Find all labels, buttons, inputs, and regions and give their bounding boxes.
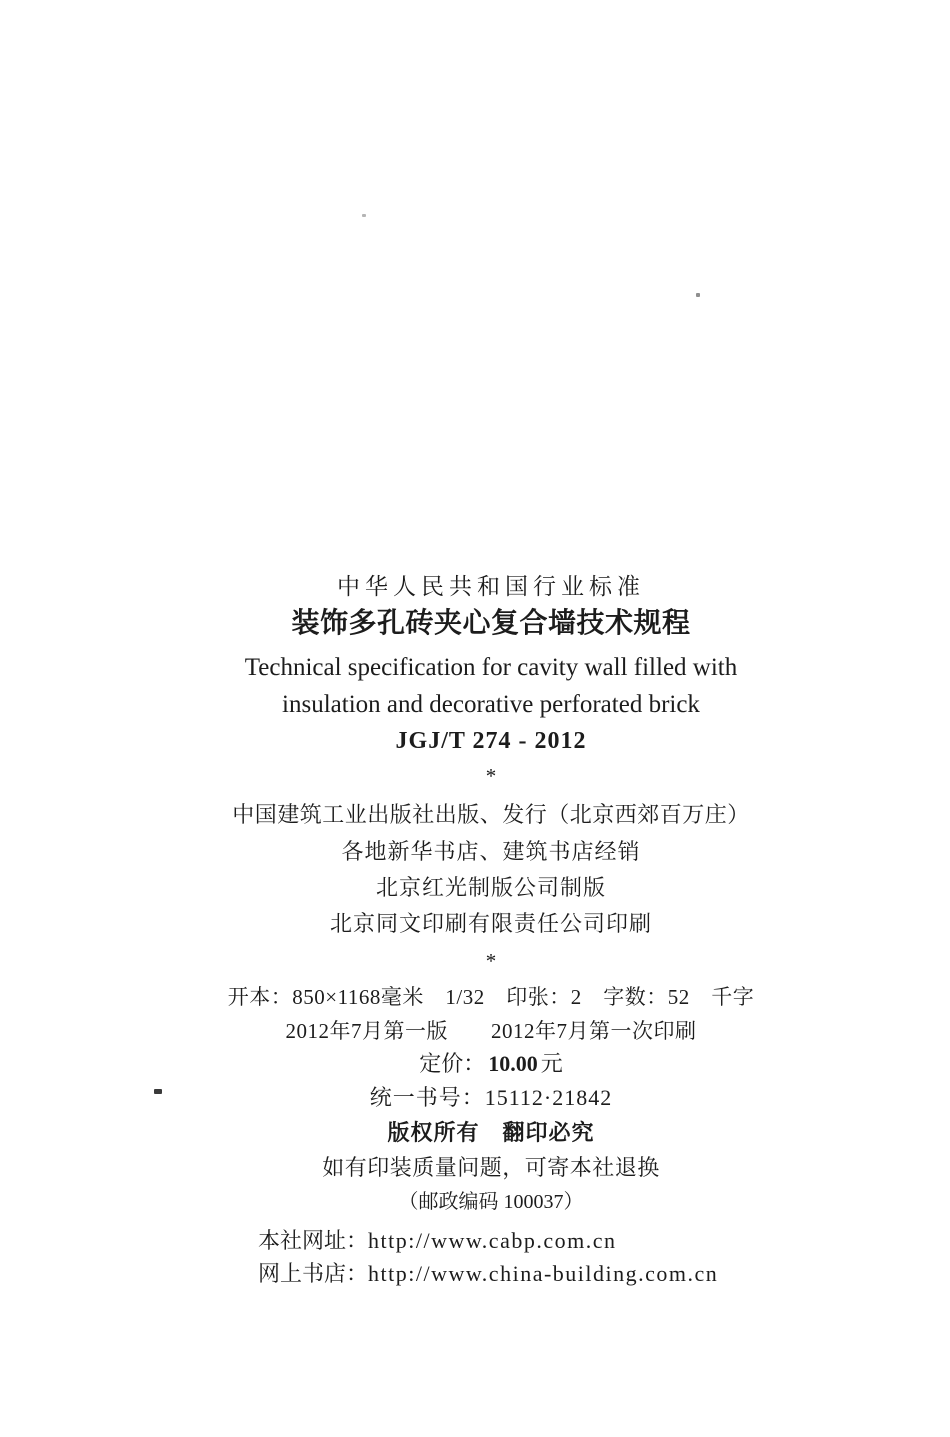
price-label: 定价： xyxy=(419,1051,486,1076)
bookstore-url: http://www.china-building.com.cn xyxy=(368,1261,719,1286)
standard-type-line: 中华人民共和国行业标准 xyxy=(337,574,645,599)
standard-code: JGJ/T 274 - 2012 xyxy=(395,728,587,754)
distribution-line: 各地新华书店、建筑书店经销 xyxy=(341,839,641,864)
book-title-en-line1: Technical specification for cavity wall filled with xyxy=(244,654,738,681)
edition-line: 2012年7月第一版 2012年7月第一次印刷 xyxy=(285,1019,697,1043)
printing-line: 北京同文印刷有限责任公司印刷 xyxy=(329,911,652,936)
website-url: http://www.cabp.com.cn xyxy=(368,1228,617,1253)
copyright-notice-line: 版权所有 翻印必究 xyxy=(387,1120,595,1145)
separator-star-2: * xyxy=(485,949,497,973)
scan-speck xyxy=(154,1089,162,1094)
plate-making-line: 北京红光制版公司制版 xyxy=(375,875,606,900)
book-title-cn: 装饰多孔砖夹心复合墙技术规程 xyxy=(291,607,691,638)
scan-speck xyxy=(362,214,366,217)
online-bookstore-line xyxy=(258,1261,718,1286)
separator-star-1: * xyxy=(485,764,497,788)
publisher-website-line xyxy=(258,1228,616,1253)
price-value: 10.00 xyxy=(488,1051,538,1076)
unified-book-number-line: 统一书号：15112·21842 xyxy=(369,1085,613,1110)
format-spec-line: 开本：850×1168毫米 1/32 印张：2 字数：52 千字 xyxy=(227,985,755,1009)
scan-speck xyxy=(696,293,700,297)
postcode-line: （邮政编码 100037） xyxy=(398,1191,584,1213)
publisher-line: 中国建筑工业出版社出版、发行（北京西郊百万庄） xyxy=(232,802,750,827)
quality-return-line: 如有印装质量问题，可寄本社退换 xyxy=(322,1155,660,1180)
book-title-en-line2: insulation and decorative perforated brick xyxy=(282,691,700,718)
website-label: 本社网址： xyxy=(258,1228,369,1253)
price-line xyxy=(32,1051,950,1076)
bookstore-label: 网上书店： xyxy=(258,1261,369,1286)
price-unit: 元 xyxy=(540,1051,563,1076)
